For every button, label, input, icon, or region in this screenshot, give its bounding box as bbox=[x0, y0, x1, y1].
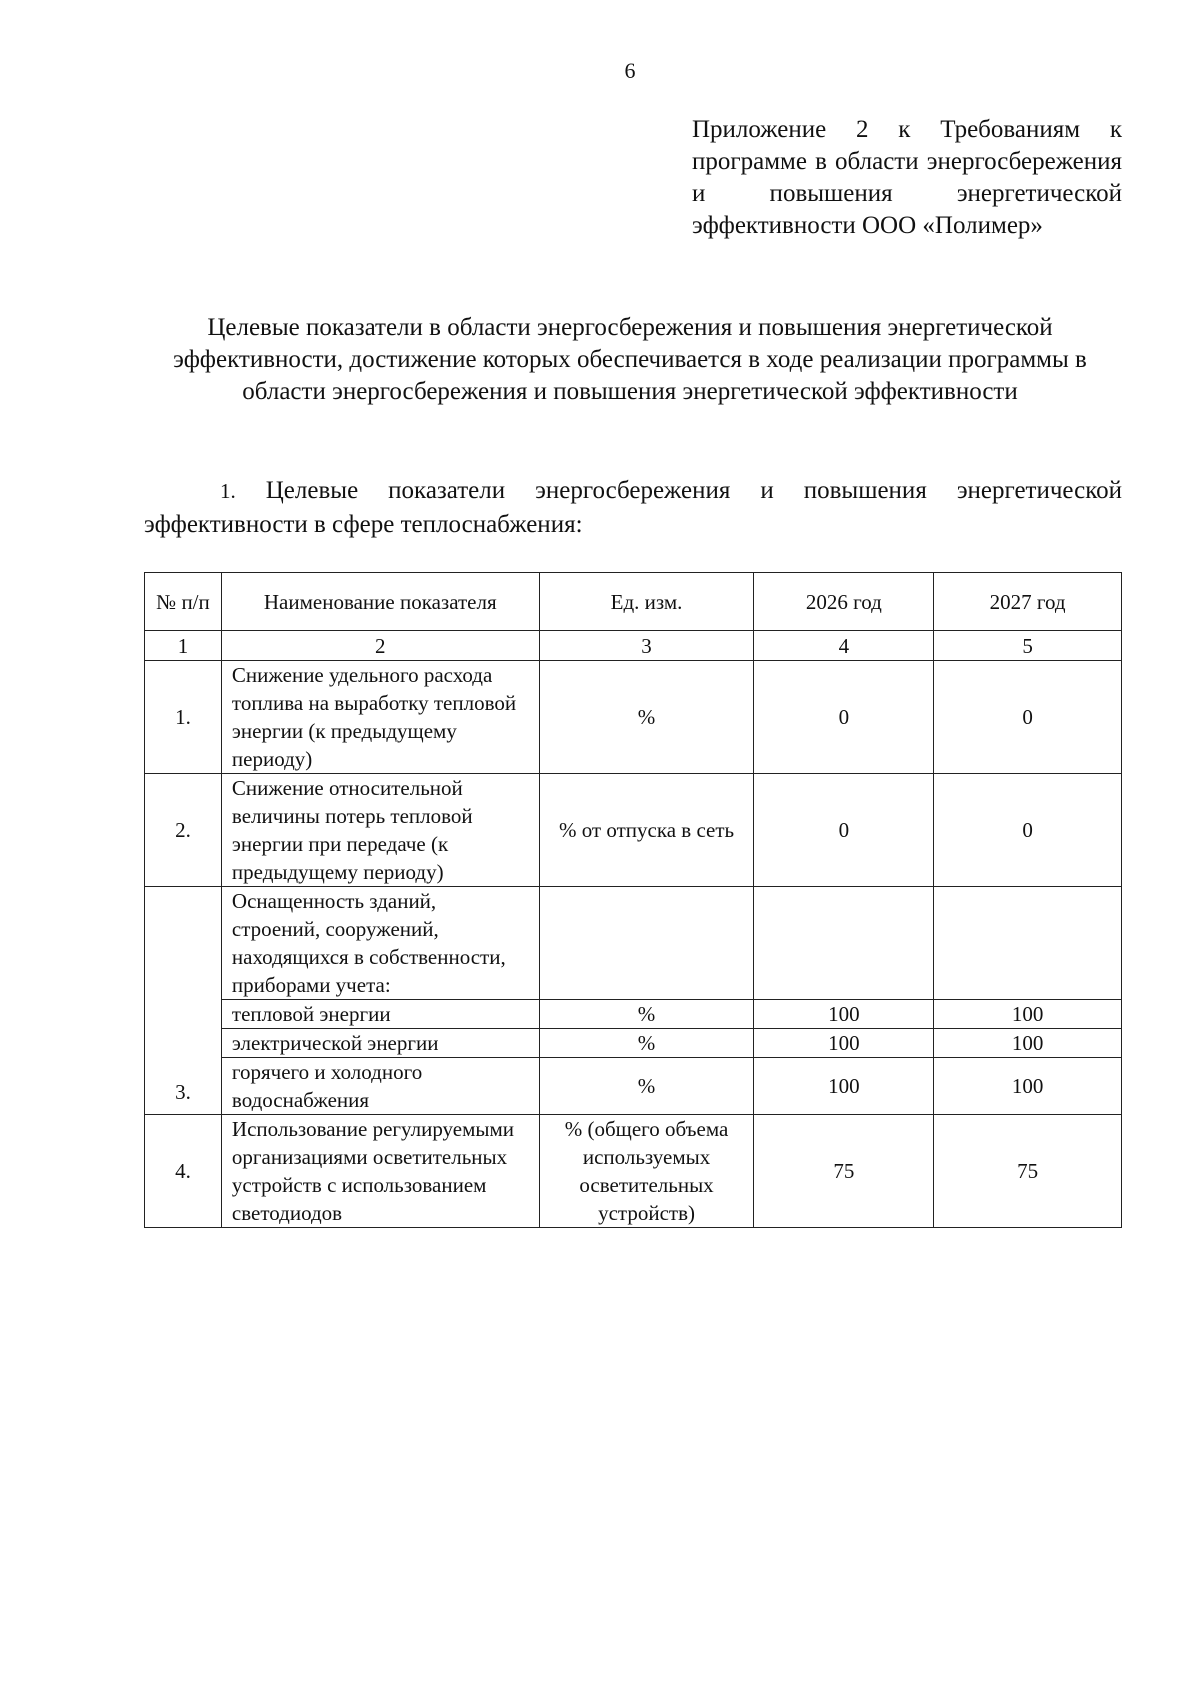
unit: % bbox=[539, 1000, 754, 1029]
section-number: 1. bbox=[220, 479, 236, 503]
column-number: 2 bbox=[221, 631, 539, 661]
row-number: 2. bbox=[145, 774, 222, 887]
header-2026: 2026 год bbox=[754, 573, 934, 631]
unit: % bbox=[539, 1029, 754, 1058]
table-subrow bbox=[145, 1000, 1122, 1029]
table-header-row bbox=[145, 573, 1122, 631]
value-2026: 100 bbox=[754, 1029, 934, 1058]
header-name: Наименование показателя bbox=[221, 573, 539, 631]
indicator-subitem-name: электрической энергии bbox=[221, 1029, 539, 1058]
header-num: № п/п bbox=[145, 573, 222, 631]
column-number: 4 bbox=[754, 631, 934, 661]
indicators-table bbox=[144, 572, 1122, 1228]
header-unit: Ед. изм. bbox=[539, 573, 754, 631]
column-number: 5 bbox=[934, 631, 1122, 661]
indicator-name: Использование регулируемыми организациями осветительных устройств с использованием светодиодов bbox=[221, 1115, 539, 1228]
table-subrow bbox=[145, 1058, 1122, 1115]
table-row bbox=[145, 887, 1122, 1000]
table-row bbox=[145, 774, 1122, 887]
value-2027: 100 bbox=[934, 1000, 1122, 1029]
indicator-subitem-name: тепловой энергии bbox=[221, 1000, 539, 1029]
unit: % (общего объема используемых осветительных устройств) bbox=[539, 1115, 754, 1228]
indicator-name: Снижение удельного расхода топлива на выработку тепловой энергии (к предыдущему периоду) bbox=[221, 661, 539, 774]
table-row bbox=[145, 661, 1122, 774]
table-row bbox=[145, 1115, 1122, 1228]
indicator-name: Оснащенность зданий, строений, сооружений, находящихся в собственности, приборами учета: bbox=[221, 887, 539, 1000]
value-2027: 100 bbox=[934, 1029, 1122, 1058]
indicator-name: Снижение относительной величины потерь тепловой энергии при передаче (к предыдущему периоду) bbox=[221, 774, 539, 887]
row-number: 3. bbox=[145, 887, 222, 1115]
header-2027: 2027 год bbox=[934, 573, 1122, 631]
section-text: Целевые показатели энергосбережения и повышения энергетической эффективности в сфере теплоснабжения: bbox=[144, 477, 1122, 538]
document-title: Целевые показатели в области энергосбережения и повышения энергетической эффективности, достижение которых обеспечивается в ходе реализации программы в области энергосбережения и повышения энергетической эффективности bbox=[173, 314, 1087, 405]
appendix-note: Приложение 2 к Требованиям к программе в области энергосбережения и повышения энергетической эффективности ООО «Полимер» bbox=[692, 116, 1122, 239]
value-2027: 75 bbox=[934, 1115, 1122, 1228]
value-2027: 0 bbox=[934, 774, 1122, 887]
unit-empty bbox=[539, 887, 754, 1000]
value-2027: 100 bbox=[934, 1058, 1122, 1115]
row-number: 1. bbox=[145, 661, 222, 774]
column-number: 3 bbox=[539, 631, 754, 661]
unit: % bbox=[539, 661, 754, 774]
value-2026: 100 bbox=[754, 1000, 934, 1029]
table-subrow bbox=[145, 1029, 1122, 1058]
unit: % bbox=[539, 1058, 754, 1115]
value-2027-empty bbox=[934, 887, 1122, 1000]
indicator-subitem-name: горячего и холодного водоснабжения bbox=[221, 1058, 539, 1115]
unit: % от отпуска в сеть bbox=[539, 774, 754, 887]
value-2026: 100 bbox=[754, 1058, 934, 1115]
value-2026: 0 bbox=[754, 774, 934, 887]
value-2027: 0 bbox=[934, 661, 1122, 774]
column-numbering-row bbox=[145, 631, 1122, 661]
row-number: 4. bbox=[145, 1115, 222, 1228]
value-2026: 0 bbox=[754, 661, 934, 774]
value-2026: 75 bbox=[754, 1115, 934, 1228]
value-2026-empty bbox=[754, 887, 934, 1000]
page-number: 6 bbox=[624, 58, 636, 83]
column-number: 1 bbox=[145, 631, 222, 661]
section-heading bbox=[144, 474, 1122, 541]
